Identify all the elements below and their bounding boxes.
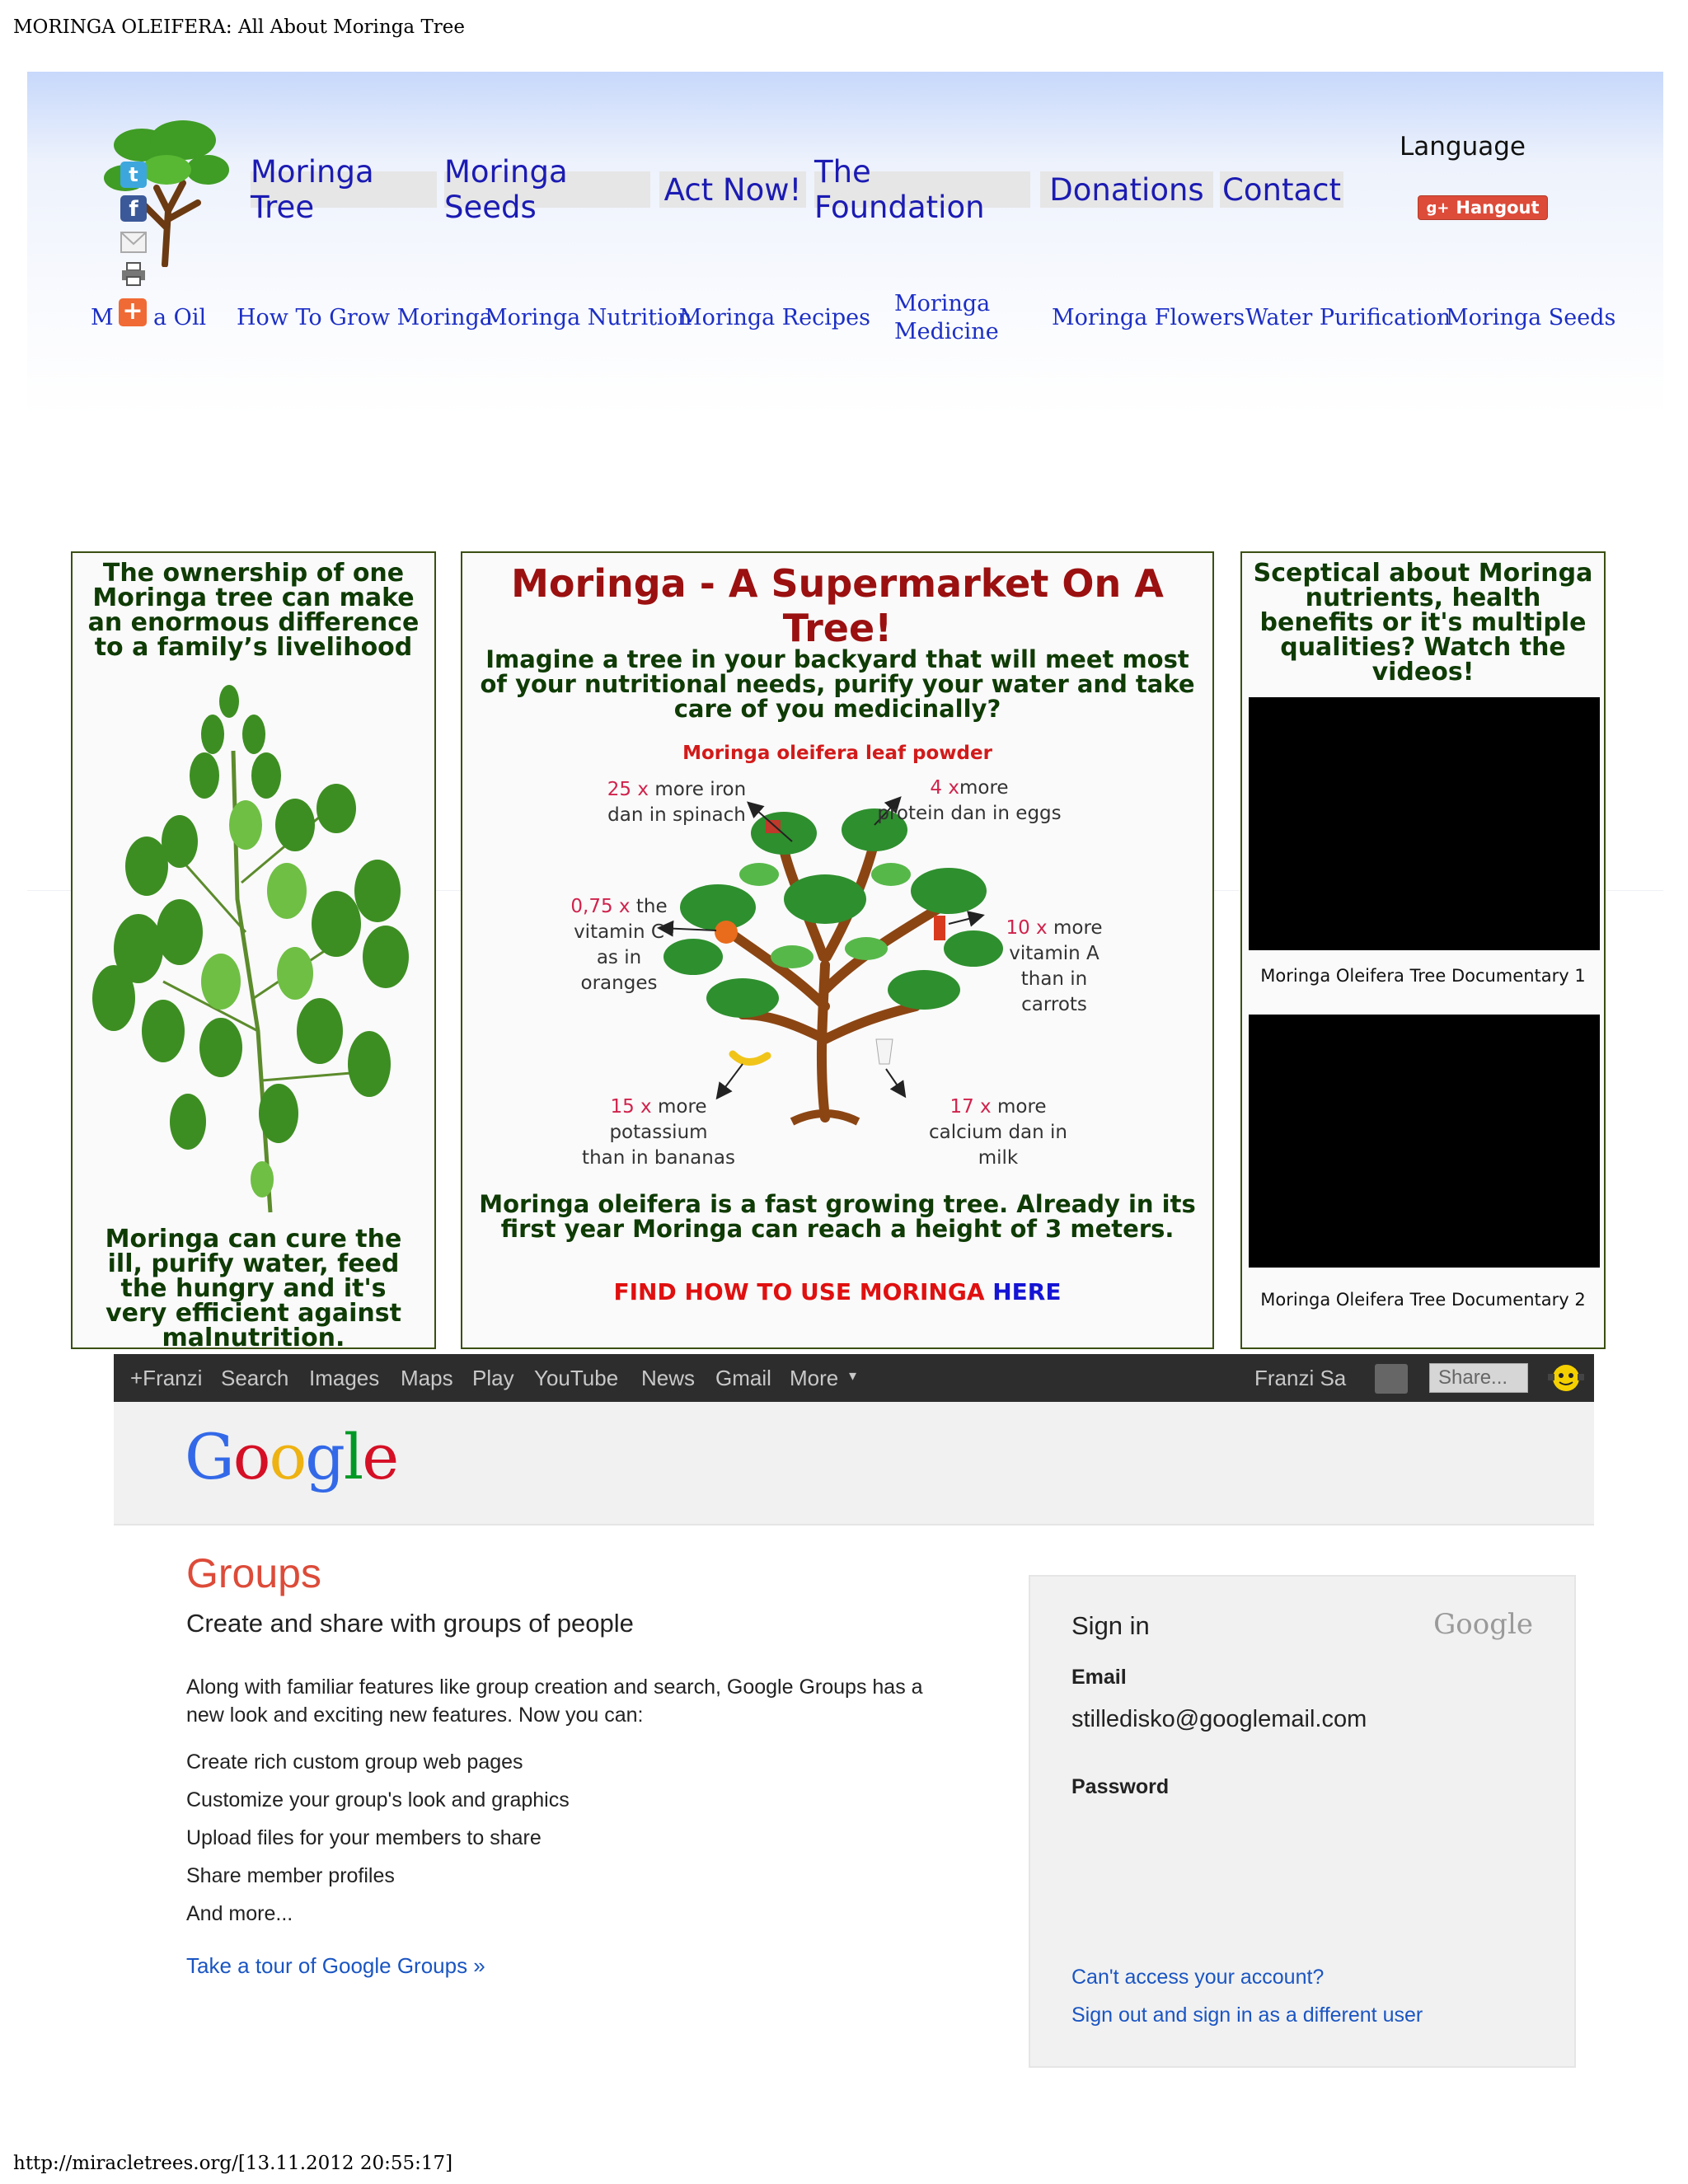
groups-feature-2: Customize your group's look and graphics — [186, 1788, 570, 1811]
password-label: Password — [1071, 1775, 1170, 1798]
growth-text: Moringa oleifera is a fast growing tree. Already in its first year Moringa can reach a height of 3 meters. — [479, 1190, 1196, 1243]
signin-google-brand: Google — [1433, 1608, 1533, 1641]
gbar-more[interactable]: More — [790, 1366, 839, 1390]
video-caption-2[interactable]: Moringa Oleifera Tree Documentary 2 — [1260, 1290, 1586, 1310]
nutrient-tree-diagram — [627, 792, 1056, 1138]
gbar-youtube[interactable]: YouTube — [534, 1366, 619, 1390]
share-box[interactable]: Share... — [1429, 1363, 1528, 1393]
gbar-user-name[interactable]: Franzi Sa — [1254, 1366, 1347, 1390]
addthis-icon[interactable]: + — [119, 298, 147, 326]
subnav-flowers[interactable]: Moringa Flowers — [1052, 305, 1245, 330]
twitter-icon[interactable]: t — [120, 162, 147, 188]
center-panel-title: Moringa - A Supermarket On A Tree! — [511, 561, 1164, 650]
subnav-nutrition[interactable]: Moringa Nutrition — [485, 305, 692, 330]
gbar-news[interactable]: News — [641, 1366, 696, 1390]
avatar[interactable] — [1546, 1361, 1586, 1395]
groups-feature-5: And more... — [186, 1902, 293, 1925]
nav-moringa-seeds[interactable]: Moringa Seeds — [444, 171, 650, 208]
center-panel — [461, 551, 1214, 1349]
hangout-button[interactable] — [1418, 195, 1548, 220]
gbar-plus-franzi[interactable]: +Franzi — [130, 1366, 203, 1390]
center-panel-subtitle: Imagine a tree in your backyard that will meet most of your nutritional needs, purify your water and take care of you medicinally? — [480, 645, 1195, 723]
right-panel — [1240, 551, 1606, 1349]
video-player-1[interactable] — [1249, 697, 1600, 950]
gbar-maps[interactable]: Maps — [401, 1366, 453, 1390]
google-header — [114, 1402, 1594, 1526]
subnav-seeds[interactable]: Moringa Seeds — [1446, 305, 1616, 330]
fact-calcium: 17 x more calcium dan in milk — [928, 1096, 1067, 1169]
video-player-2[interactable] — [1249, 1015, 1600, 1268]
cant-access-link[interactable]: Can't access your account? — [1071, 1966, 1325, 1989]
subnav-recipes[interactable]: Moringa Recipes — [679, 305, 870, 330]
nav-act-now[interactable]: Act Now! — [659, 171, 806, 208]
groups-feature-4: Share member profiles — [186, 1864, 395, 1887]
diagram-title: Moringa oleifera leaf powder — [682, 743, 992, 764]
password-field[interactable] — [1071, 1807, 1533, 1857]
language-label[interactable]: Language — [1400, 132, 1526, 162]
email-icon[interactable] — [120, 231, 147, 254]
email-field[interactable]: stilledisko@googlemail.com — [1071, 1706, 1367, 1732]
cta-line — [462, 1278, 1212, 1305]
gbar-play[interactable]: Play — [472, 1366, 514, 1390]
moringa-logo-icon[interactable] — [92, 112, 237, 267]
groups-feature-1: Create rich custom group web pages — [186, 1750, 523, 1774]
subnav-moringa-oil-left[interactable]: M — [91, 305, 114, 330]
left-panel — [71, 551, 436, 1352]
facebook-icon[interactable]: f — [120, 195, 147, 222]
gbar-search[interactable]: Search — [221, 1366, 289, 1390]
notifications-icon[interactable] — [1375, 1364, 1408, 1394]
print-icon[interactable] — [120, 262, 147, 287]
email-label: Email — [1071, 1666, 1127, 1689]
google-bar — [114, 1354, 1594, 1402]
google-logo[interactable]: Google — [185, 1420, 398, 1493]
document-footer-url: http://miracletrees.org/[13.11.2012 20:55:17] — [13, 2153, 453, 2174]
groups-description: Along with familiar features like group creation and search, Google Groups has a new look and exciting new features. Now you can: — [186, 1675, 923, 1727]
nav-the-foundation[interactable]: The Foundation — [814, 171, 1030, 208]
fact-iron: 25 x more iron dan in spinach — [607, 779, 747, 826]
moringa-branch-image — [89, 685, 419, 1221]
nav-donations[interactable]: Donations — [1040, 171, 1213, 208]
fact-vitamin-c: 0,75 x the vitamin C as in oranges — [570, 896, 668, 994]
subnav-how-to-grow[interactable]: How To Grow Moringa — [237, 305, 493, 330]
groups-title: Groups — [186, 1550, 321, 1596]
subnav-medicine[interactable]: Moringa Medicine — [894, 291, 999, 344]
fact-potassium: 15 x more potassium than in bananas — [582, 1096, 735, 1169]
video-caption-1[interactable]: Moringa Oleifera Tree Documentary 1 — [1260, 966, 1586, 986]
fact-protein: 4 xmore protein dan in eggs — [877, 777, 1062, 824]
signin-box — [1029, 1575, 1576, 2068]
nav-moringa-tree[interactable]: Moringa Tree — [251, 171, 437, 208]
groups-feature-3: Upload files for your members to share — [186, 1826, 542, 1849]
right-panel-heading: Sceptical about Moringa nutrients, health benefits or it's multiple qualities? Watch the videos! — [1253, 559, 1593, 687]
hangout-label: Hangout — [1456, 198, 1540, 218]
switch-user-link[interactable]: Sign out and sign in as a different user — [1071, 2004, 1423, 2027]
signin-title: Sign in — [1071, 1611, 1150, 1640]
cta-here-link[interactable]: HERE — [992, 1278, 1062, 1305]
gbar-gmail[interactable]: Gmail — [715, 1366, 771, 1390]
cta-text: FIND HOW TO USE MORINGA — [613, 1278, 985, 1305]
left-panel-bottom-text: Moringa can cure the ill, purify water, feed the hungry and it's very efficient against malnutrition. — [105, 1225, 402, 1352]
google-plus-icon: g+ — [1426, 199, 1450, 217]
left-panel-top-text: The ownership of one Moringa tree can make an enormous difference to a family’s livelihood — [87, 559, 420, 662]
groups-subtitle: Create and share with groups of people — [186, 1609, 634, 1638]
groups-tour-link[interactable]: Take a tour of Google Groups » — [186, 1953, 485, 1978]
nav-contact[interactable]: Contact — [1220, 171, 1343, 208]
chevron-down-icon: ▾ — [849, 1367, 857, 1385]
fact-vitamin-a: 10 x more vitamin A than in carrots — [1006, 917, 1103, 1015]
subnav-moringa-oil-right[interactable]: a Oil — [153, 305, 207, 330]
document-header-title: MORINGA OLEIFERA: All About Moringa Tree — [13, 16, 466, 38]
subnav-water-purification[interactable]: Water Purification — [1245, 305, 1451, 330]
gbar-images[interactable]: Images — [309, 1366, 380, 1390]
